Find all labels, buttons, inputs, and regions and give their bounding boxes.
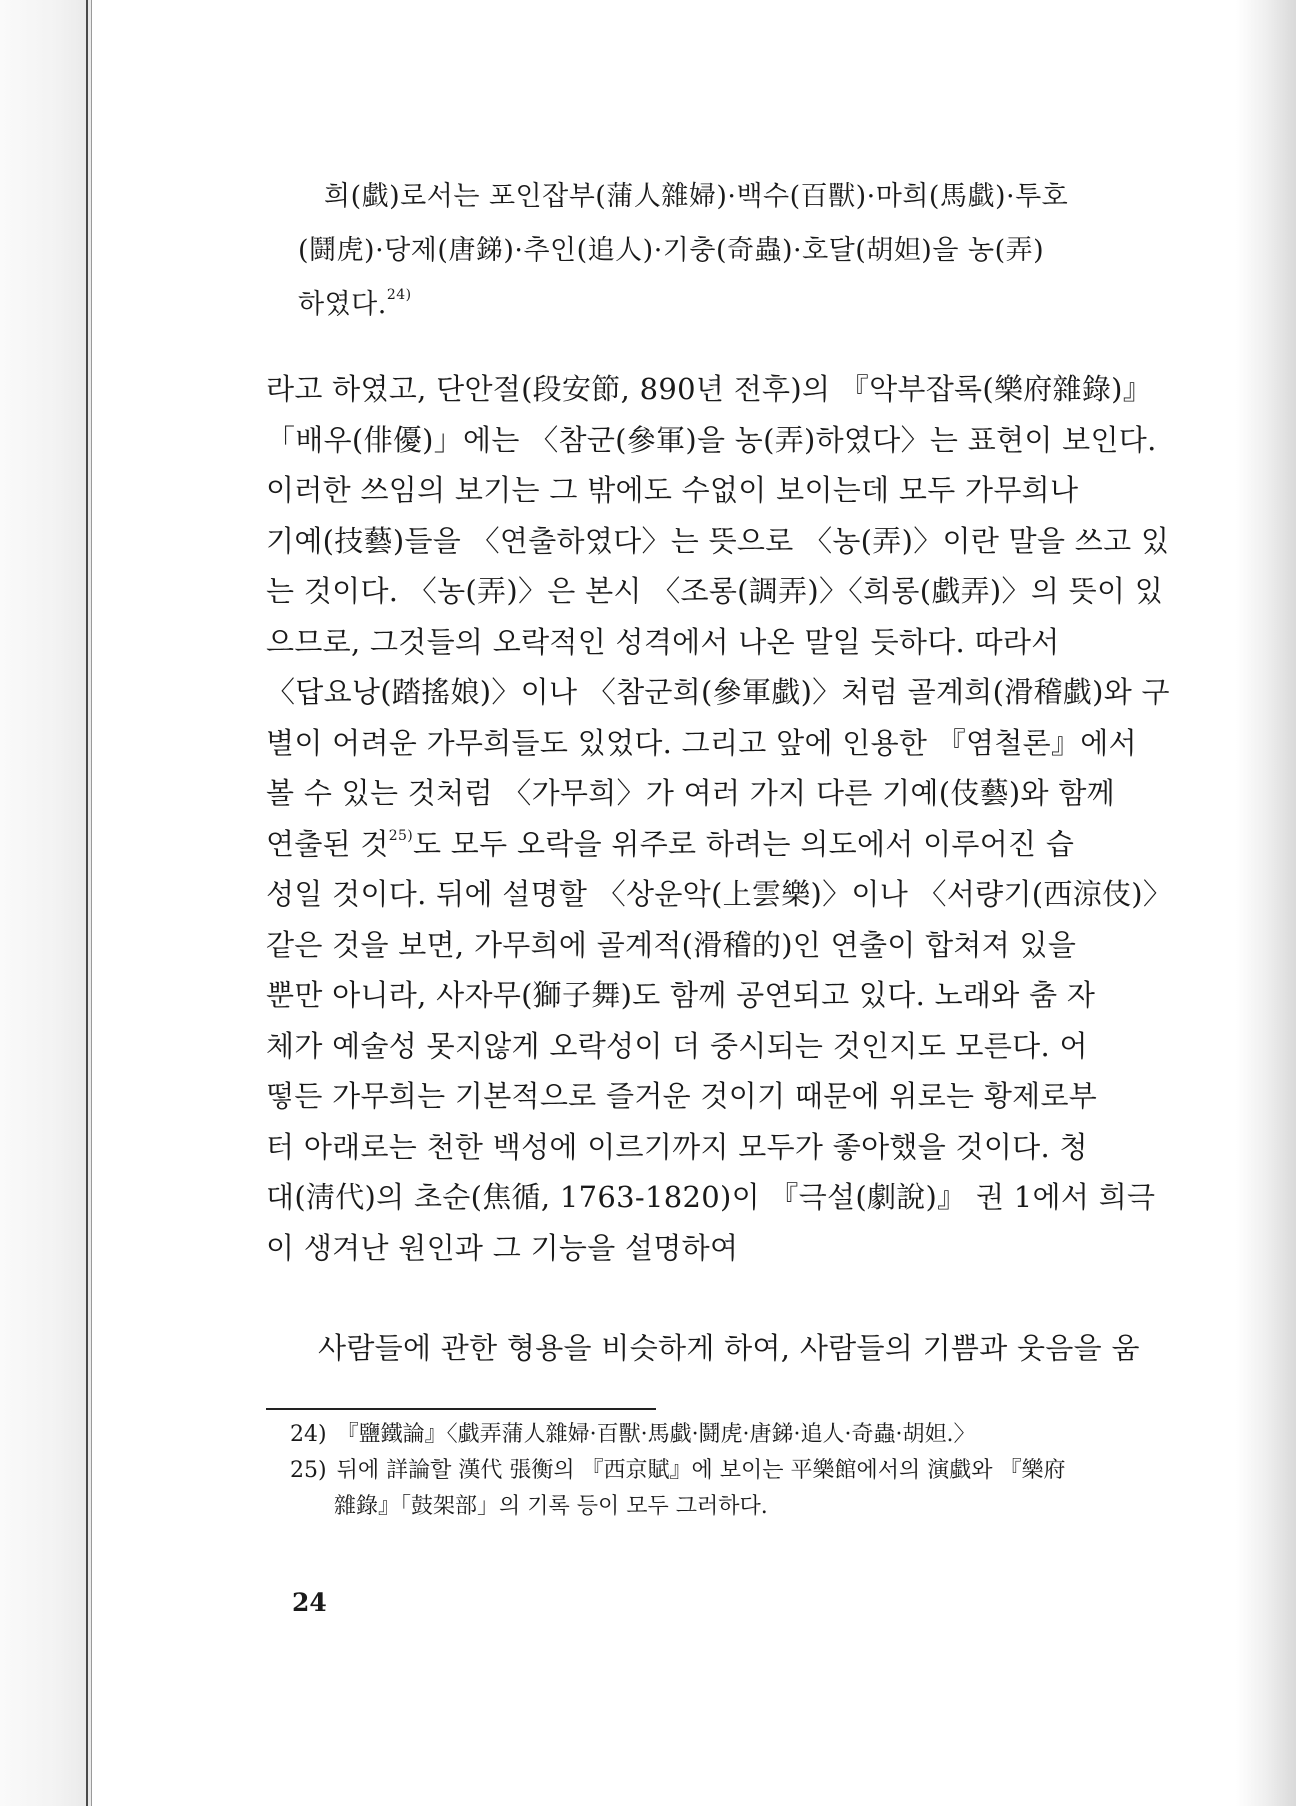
page-number: 24 (292, 1588, 327, 1617)
footnote-25 (290, 1453, 1220, 1489)
body-line: 별이 어려운 가무희들도 있었다. 그리고 앞에 인용한 『염철론』에서 (266, 725, 1137, 760)
body-line: 떻든 가무희는 기본적으로 즐거운 것이기 때문에 위로는 황제로부 (266, 1079, 1098, 1113)
page-left-edge (0, 0, 92, 1806)
block-quote-2: 사람들에 관한 형용을 비슷하게 하여, 사람들의 기쁨과 웃음을 움 (318, 1331, 1140, 1365)
body-line: 볼 수 있는 것처럼 〈가무희〉가 여러 가지 다른 기예(伎藝)와 함께 (266, 776, 1116, 810)
footnote-divider (266, 1408, 656, 1410)
body-line: 성일 것이다. 뒤에 설명할 〈상운악(上雲樂)〉이나 〈서량기(西涼伎)〉 (266, 877, 1173, 911)
footnote-number: 25) (290, 1458, 327, 1483)
body-line: 기예(技藝)들을 〈연출하였다〉는 뜻으로 〈농(弄)〉이란 말을 쓰고 있 (266, 523, 1170, 558)
body-paragraph (266, 364, 1206, 1273)
footnote-ref-24: 24) (386, 287, 412, 303)
body-line: 이러한 쓰임의 보기는 그 밖에도 수없이 보이는데 모두 가무희나 (266, 473, 1079, 507)
quote1-line3 (298, 278, 1218, 332)
footnote-text: 『鹽鐵論』〈戱弄蒲人雜婦·百獸·馬戱·鬪虎·唐銻·追人·奇蟲·胡妲.〉 (336, 1422, 976, 1447)
footnote-25-continued: 雜錄』「鼓架部」의 기록 등이 모두 그러하다. (334, 1494, 768, 1519)
footnotes (290, 1417, 1220, 1525)
page-right-shadow (1236, 0, 1296, 1806)
body-line (266, 819, 1206, 870)
footnote-24 (290, 1417, 1220, 1453)
body-line10-after: 도 모두 오락을 위주로 하려는 의도에서 이루어진 습 (412, 826, 1075, 861)
body-line10-before: 연출된 것 (266, 826, 389, 861)
quote1-line3-text: 하였다. (298, 289, 387, 320)
body-line: 〈답요낭(踏搖娘)〉이나 〈참군희(參軍戱)〉처럼 골계희(滑稽戱)와 구 (266, 675, 1170, 709)
body-line: 대(淸代)의 초순(焦循, 1763-1820)이 『극설(劇說)』 권 1에서 희극 (266, 1180, 1156, 1214)
body-line: 터 아래로는 천한 백성에 이르기까지 모두가 좋아했을 것이다. 청 (266, 1129, 1088, 1164)
footnote-text: 뒤에 詳論할 漢代 張衡의 『西京賦』에 보이는 平樂館에서의 演戱와 『樂府 (336, 1458, 1066, 1483)
body-line: 뿐만 아니라, 사자무(獅子舞)도 함께 공연되고 있다. 노래와 춤 자 (266, 978, 1096, 1012)
quote1-line2: (鬪虎)·당제(唐銻)·추인(追人)·기충(奇蟲)·호달(胡妲)을 농(弄) (298, 235, 1045, 266)
block-quote-1 (298, 170, 1218, 332)
body-line: 같은 것을 보면, 가무희에 골계적(滑稽的)인 연출이 합쳐져 있을 (266, 927, 1077, 962)
body-line: 으므로, 그것들의 오락적인 성격에서 나온 말일 듯하다. 따라서 (266, 624, 1060, 659)
body-line: 체가 예술성 못지않게 오락성이 더 중시되는 것인지도 모른다. 어 (266, 1028, 1088, 1063)
quote1-line1: 희(戱)로서는 포인잡부(蒲人雜婦)·백수(百獸)·마희(馬戱)·투호 (324, 181, 1069, 212)
footnote-ref-25: 25) (388, 827, 413, 844)
body-line: 「배우(俳優)」에는 〈참군(參軍)을 농(弄)하였다〉는 표현이 보인다. (266, 422, 1157, 457)
body-line: 라고 하였고, 단안절(段安節, 890년 전후)의 『악부잡록(樂府雜錄)』 (266, 372, 1153, 406)
body-line: 이 생겨난 원인과 그 기능을 설명하여 (266, 1230, 739, 1265)
page-binding-line (86, 0, 88, 1806)
body-line: 는 것이다. 〈농(弄)〉은 본시 〈조롱(調弄)〉〈희롱(戱弄)〉의 뜻이 있 (266, 574, 1164, 608)
book-page (92, 0, 1236, 1806)
footnote-number: 24) (290, 1422, 327, 1447)
